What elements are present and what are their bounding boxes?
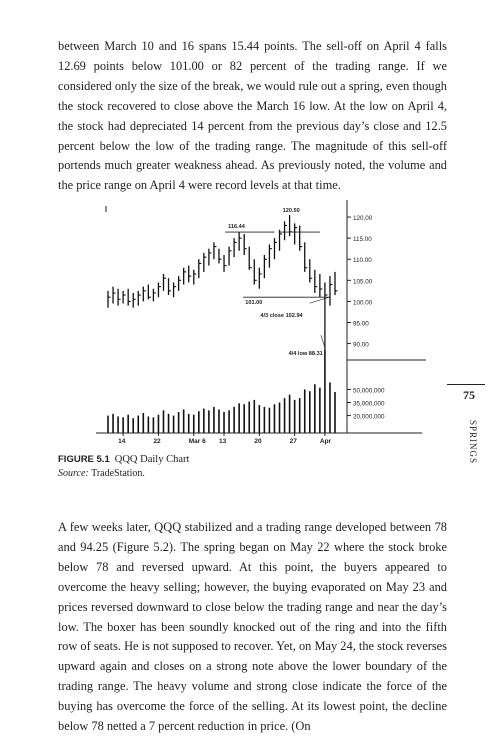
annotation-low: 4/4 low 88.31 — [288, 351, 323, 358]
annotation-high: 120.50 — [282, 207, 300, 214]
volume-tick-label: 35,000,000 — [353, 400, 385, 408]
x-tick-label: 14 — [118, 438, 126, 445]
page-number: 75 — [463, 388, 475, 402]
body-paragraph-2: A few weeks later, QQQ stabilized and a trading range developed between 78 and 94.25 (Figure 5.2). The spring began on May 22 where the stock broke below 78 and reversed upward. At this point, the buyers appeared to overcome the heavy selling; however, the buying evaporated on May 23 and prices reversed downward to close below the trading range and near the day’s low. The boxer has been soundly knocked out of the ring and into the fifth row of seats. He is not supposed to recover. Yet, on May 24, the stock reverses upward again and closes on a strong note above the lower boundary of the trading range. The heavy volume and strong close indicate the force of the buying has overcome the force of the selling. At its lowest point, the decline below 78 netted a 7 percent reduction in price. (On — [58, 520, 447, 734]
figure-title: QQQ Daily Chart — [114, 454, 190, 465]
annotation-116: 116.44 — [228, 224, 245, 231]
volume-tick-label: 20,000,000 — [353, 413, 385, 421]
margin-rule — [447, 384, 485, 385]
price-tick-label: 110.00 — [353, 257, 372, 265]
x-tick-label: Mar 6 — [188, 438, 206, 445]
price-bars — [108, 215, 338, 351]
annotation-101: 101.00 — [245, 300, 263, 307]
figure-source-text: TradeStation. — [91, 468, 145, 479]
figure-label: FIGURE 5.1 — [58, 454, 110, 465]
annotation-close: 4/3 close 102.94 — [260, 312, 303, 319]
running-head: SPRINGS — [468, 420, 478, 465]
x-tick-label: 22 — [153, 438, 161, 445]
x-tick-label: 13 — [219, 438, 227, 445]
x-tick-label: 27 — [289, 438, 297, 445]
volume-bars — [108, 350, 335, 433]
figure-caption — [58, 454, 189, 465]
figure-source-label: Source: — [58, 468, 89, 479]
volume-tick-label: 50,000,000 — [353, 387, 385, 395]
price-tick-label: 115.00 — [353, 236, 372, 244]
x-axis — [96, 433, 422, 445]
qqq-daily-chart — [96, 200, 426, 450]
price-tick-label: 120.00 — [353, 215, 373, 223]
price-tick-label: 90.00 — [353, 341, 369, 349]
body-paragraph-1: between March 10 and 16 spans 15.44 points. The sell-off on April 4 falls 12.69 points below 101.00 or 82 percent of the trading range. If we considered only the size of the break, we would rule out a spring, even though the stock recovered to close above the March 16 low. At the low on April 4, the stock had depreciated 14 percent from the previous day’s close and 12.5 percent below the low of the trading range. The magnitude of this sell-off portends much greater weakness ahead. As previously noted, the volume and the price range on April 4 were record levels at that time. — [58, 39, 447, 193]
figure-source — [58, 468, 145, 479]
x-tick-label: 20 — [254, 438, 262, 445]
x-tick-label: Apr — [319, 438, 332, 445]
price-tick-label: 100.00 — [353, 299, 373, 307]
price-tick-label: 95.00 — [353, 320, 369, 328]
price-tick-label: 105.00 — [353, 278, 373, 286]
close-pointer — [310, 297, 330, 303]
